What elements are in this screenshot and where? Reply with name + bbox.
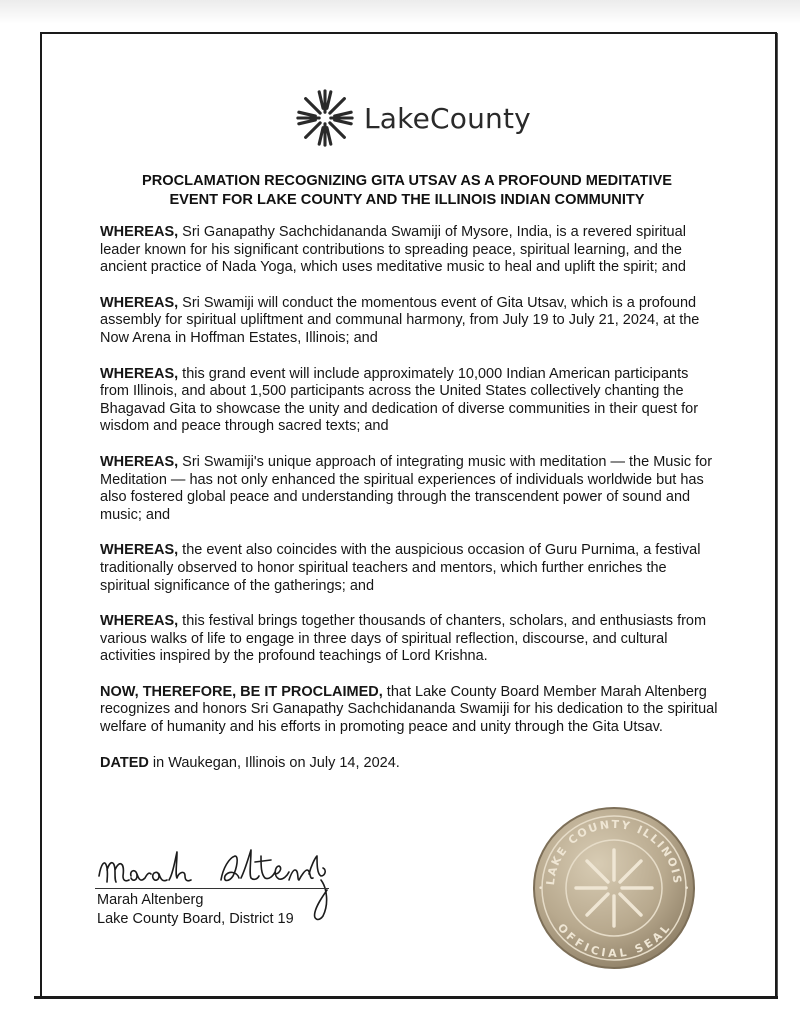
proclamation-title (70, 172, 744, 210)
signer-name: Marah Altenberg (97, 892, 204, 908)
paragraph-text: Sri Swamiji will conduct the momentous event of Gita Utsav, which is a profound assembly for spiritual upliftment and communal harmony, from July 19 to July 21, 2024, at the Now Arena in Hoffman Estates, Illinois; and (100, 294, 700, 346)
title-line-2: EVENT FOR LAKE COUNTY AND THE ILLINOIS INDIAN COMMUNITY (169, 192, 645, 208)
paragraph-dated (100, 755, 718, 773)
paragraph-lead: WHEREAS, (100, 365, 179, 382)
paragraph-text: this grand event will include approximately 10,000 Indian American participants from Illinois, and about 1,500 participants across the United States collectively chanting the Bhagavad Gita to showcase the unity and dedication of diverse communities in their quest for wisdom and peace through sacred texts; and (100, 365, 699, 435)
paragraph-text: Sri Ganapathy Sachchidananda Swamiji of Mysore, India, is a revered spiritual leader known for his significant contributions to spreading peace, spiritual learning, and the ancient practice of Nada Yoga, which uses meditative music to heal and uplift the spirit; and (100, 224, 686, 276)
paragraph-lead: WHEREAS, (100, 453, 179, 470)
paragraph-1 (100, 224, 718, 277)
title-line-1: PROCLAMATION RECOGNIZING GITA UTSAV AS A PROFOUND MEDITATIVE (142, 173, 672, 189)
document-border-bottom (34, 996, 778, 999)
official-seal (532, 806, 696, 970)
paragraph-5 (100, 542, 718, 595)
paragraph-lead: WHEREAS, (100, 613, 179, 630)
paragraph-text: this festival brings together thousands of chanters, scholars, and enthusiasts from various walks of life to engage in three days of spiritual reflection, discourse, and cultural activities inspired by the profound teachings of Lord Krishna. (100, 613, 707, 665)
seal-top-text: LAKE COUNTY ILLINOIS (543, 817, 685, 886)
paragraph-text: that Lake County Board Member Marah Altenberg recognizes and honors Sri Ganapathy Sachchidananda Swamiji for his dedication to the spiritual welfare of humanity and his efforts in promoting peace and unity through the Gita Utsav. (100, 683, 718, 736)
paragraph-lead: WHEREAS, (100, 542, 179, 559)
signer-position: Lake County Board, District 19 (97, 911, 294, 927)
svg-text:•: • (538, 884, 544, 894)
paragraph-text: the event also coincides with the auspicious occasion of Guru Purnima, a festival traditionally observed to honor spiritual teachers and mentors, which further enriches the spiritual significance of the gatherings; and (100, 542, 701, 594)
paragraph-lead: NOW, THEREFORE, BE IT PROCLAIMED, (100, 683, 383, 700)
scan-edge (0, 0, 800, 24)
svg-text:•: • (684, 884, 690, 894)
paragraph-4 (100, 454, 718, 524)
paragraph-6 (100, 613, 718, 666)
paragraph-text: Sri Swamiji's unique approach of integrating music with meditation — the Music for Meditation — has not only enhanced the spiritual experiences of individuals worldwide but has also fostered global peace and understanding through the transcendent power of sound and music; and (100, 453, 713, 523)
paragraph-lead: DATED (100, 754, 149, 771)
paragraph-3 (100, 366, 718, 436)
seal-bottom-text: OFFICIAL SEAL (554, 921, 674, 961)
paragraph-2 (100, 295, 718, 348)
proclamation-body (100, 224, 718, 790)
starburst-icon (294, 87, 356, 149)
paragraph-lead: WHEREAS, (100, 224, 179, 240)
paragraph-proclaimed (100, 684, 718, 737)
paragraph-text: in Waukegan, Illinois on July 14, 2024. (148, 754, 400, 771)
logo-wordmark: LakeCounty (364, 101, 531, 135)
signature-line (95, 888, 329, 889)
signer-block (97, 891, 294, 929)
lake-county-logo (294, 86, 531, 150)
paragraph-lead: WHEREAS, (100, 294, 179, 311)
